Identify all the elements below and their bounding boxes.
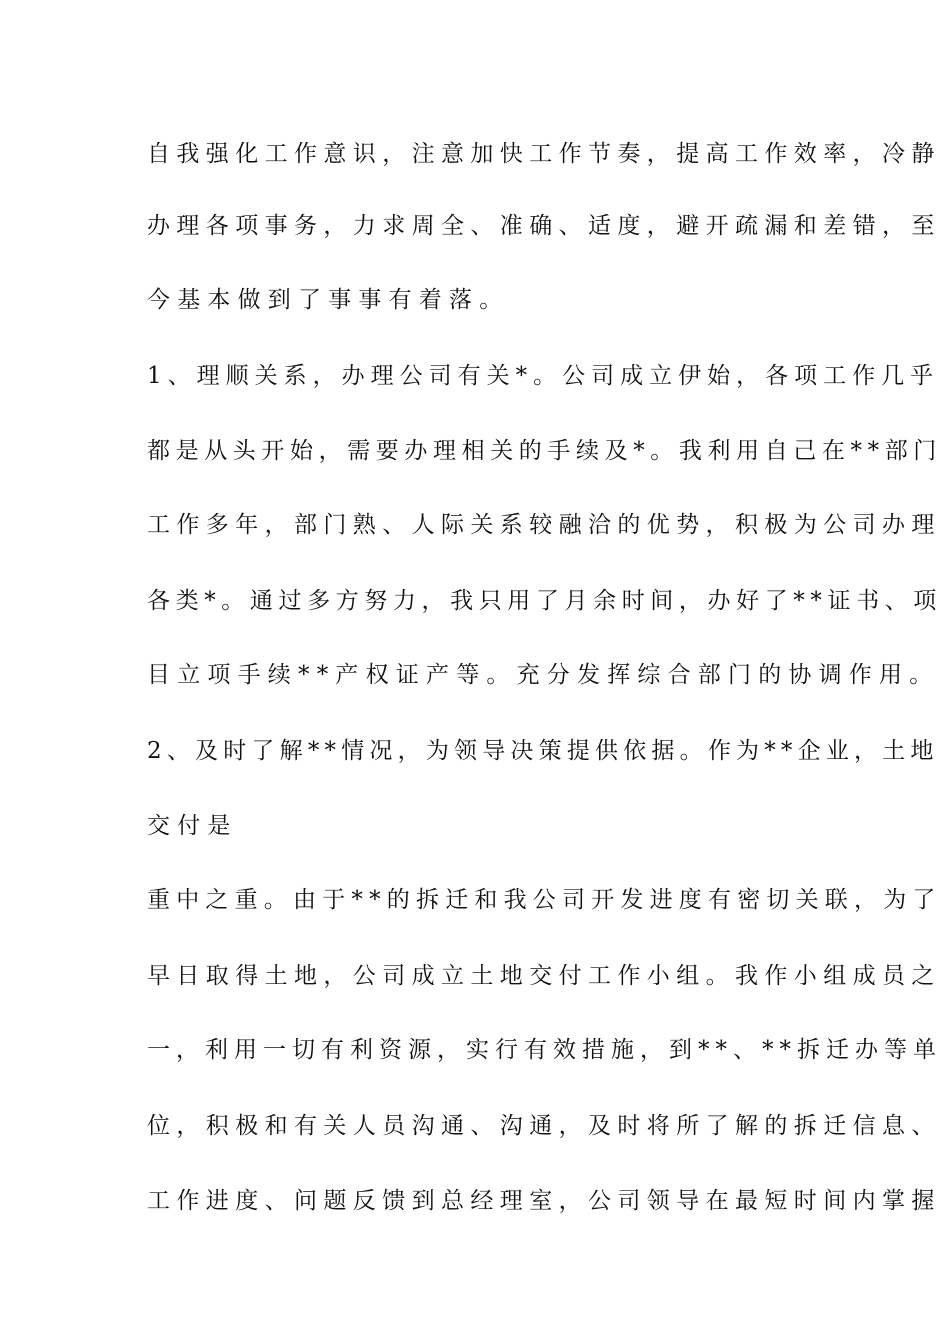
- text-line: 自我强化工作意识，注意加快工作节奏，提高工作效率，冷静: [147, 141, 941, 167]
- text-line: 2、及时了解**情况，为领导决策提供依据。作为**企业，土地: [147, 738, 939, 764]
- text-line: 目立项手续**产权证产等。充分发挥综合部门的协调作用。: [147, 662, 940, 688]
- text-line: 办理各项事务，力求周全、准确、适度，避开疏漏和差错，至: [147, 213, 941, 239]
- text-line: 1、理顺关系，办理公司有关*。公司成立伊始，各项工作几乎: [147, 363, 940, 389]
- text-line: 一，利用一切有利资源，实行有效措施，到**、**拆迁办等单: [147, 1037, 942, 1063]
- text-line: 位，积极和有关人员沟通、沟通，及时将所了解的拆迁信息、: [147, 1113, 941, 1139]
- text-line: 工作多年，部门熟、人际关系较融洽的优势，积极为公司办理: [147, 512, 941, 538]
- text-line: 重中之重。由于**的拆迁和我公司开发进度有密切关联，为了: [147, 887, 942, 913]
- text-line: 各类*。通过多方努力，我只用了月余时间，办好了**证书、项: [147, 588, 942, 614]
- text-line: 都是从头开始，需要办理相关的手续及*。我利用自己在**部门: [147, 438, 942, 464]
- text-line: 今基本做到了事事有着落。: [147, 287, 510, 313]
- text-line: 早日取得土地，公司成立土地交付工作小组。我作小组成员之: [147, 963, 941, 989]
- text-line: 交付是: [147, 813, 238, 839]
- text-line: 工作进度、问题反馈到总经理室，公司领导在最短时间内掌握: [147, 1188, 941, 1214]
